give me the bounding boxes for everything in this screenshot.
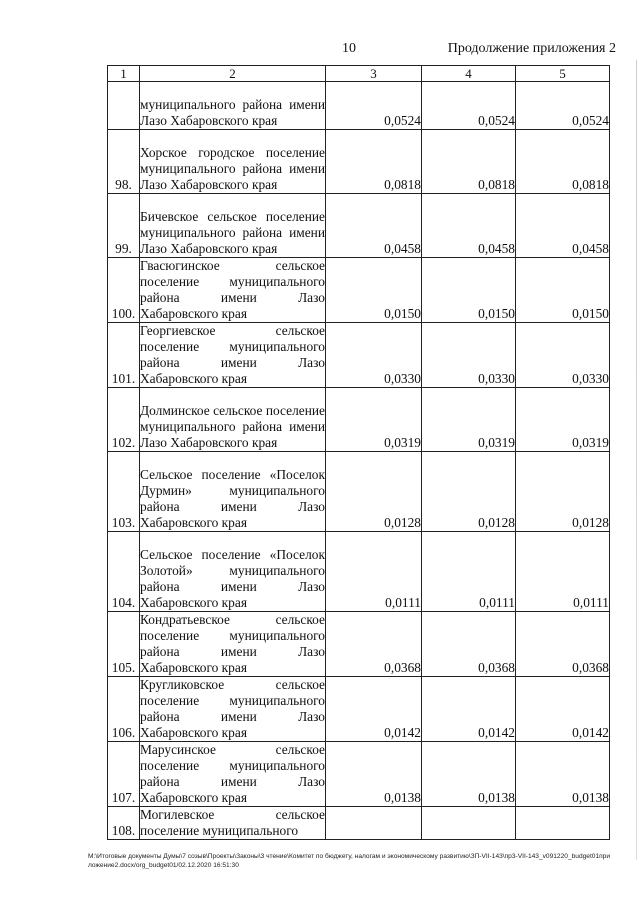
table-row	[108, 258, 610, 323]
value-col-3: 0,0319	[326, 388, 422, 452]
row-number	[108, 82, 140, 130]
table-row	[108, 323, 610, 388]
row-number: 103.	[108, 452, 140, 532]
value-col-4: 0,0524	[422, 82, 516, 130]
value-col-3: 0,0138	[326, 742, 422, 807]
value-col-5: 0,0128	[516, 452, 610, 532]
row-number: 100.	[108, 258, 140, 323]
page-number: 10	[342, 41, 356, 56]
column-header: 4	[422, 66, 516, 82]
row-number: 102.	[108, 388, 140, 452]
value-col-5: 0,0111	[516, 532, 610, 612]
row-number: 99.	[108, 194, 140, 258]
table-row	[108, 82, 610, 130]
table-row	[108, 677, 610, 742]
value-col-5: 0,0319	[516, 388, 610, 452]
value-col-4: 0,0368	[422, 612, 516, 677]
settlement-name: муниципального района имени Лазо Хабаровского края	[140, 82, 326, 130]
value-col-4	[422, 807, 516, 840]
settlement-name: Гвасюгинское сельское поселение муниципального района имени Лазо Хабаровского края	[140, 258, 325, 321]
settlement-name: Хорское городское поселение муниципального района имени Лазо Хабаровского края	[140, 130, 326, 194]
column-header: 5	[516, 66, 610, 82]
value-col-5: 0,0524	[516, 82, 610, 130]
row-number: 98.	[108, 130, 140, 194]
settlement-name: Сельское поселение «Поселок Дурмин» муниципального района имени Лазо Хабаровского края	[140, 452, 326, 532]
settlement-name: Сельское поселение «Поселок Золотой» муниципального района имени Лазо Хабаровского края	[140, 532, 326, 612]
value-col-5	[516, 807, 610, 840]
row-number: 107.	[108, 742, 140, 807]
settlement-name: Марусинское сельское поселение муниципального района имени Лазо Хабаровского края	[140, 742, 325, 805]
value-col-3: 0,0111	[326, 532, 422, 612]
value-col-5: 0,0138	[516, 742, 610, 807]
settlement-name: Кондратьевское сельское поселение муниципального района имени Лазо Хабаровского края	[140, 612, 325, 675]
table-row	[108, 742, 610, 807]
budget-table	[107, 65, 610, 840]
row-number: 108.	[108, 807, 140, 840]
table-row	[108, 612, 610, 677]
value-col-4: 0,0111	[422, 532, 516, 612]
value-col-3: 0,0142	[326, 677, 422, 742]
value-col-4: 0,0319	[422, 388, 516, 452]
column-header: 1	[108, 66, 140, 82]
row-number: 104.	[108, 532, 140, 612]
settlement-name: Георгиевское сельское поселение муниципального района имени Лазо Хабаровского края	[140, 323, 325, 386]
value-col-4: 0,0818	[422, 130, 516, 194]
table-row	[108, 452, 610, 532]
value-col-5: 0,0150	[516, 258, 610, 323]
value-col-5: 0,0818	[516, 130, 610, 194]
settlement-name: Могилевское сельское поселение муниципального	[140, 807, 325, 838]
column-header: 3	[326, 66, 422, 82]
value-col-3: 0,0128	[326, 452, 422, 532]
row-number: 105.	[108, 612, 140, 677]
value-col-5: 0,0330	[516, 323, 610, 388]
value-col-3: 0,0150	[326, 258, 422, 323]
value-col-3: 0,0524	[326, 82, 422, 130]
value-col-4: 0,0458	[422, 194, 516, 258]
table-body	[108, 82, 610, 840]
value-col-3: 0,0458	[326, 194, 422, 258]
value-col-5: 0,0458	[516, 194, 610, 258]
table-header-row	[108, 66, 610, 82]
value-col-3: 0,0330	[326, 323, 422, 388]
row-number: 106.	[108, 677, 140, 742]
file-path-footer: M:\Итоговые документы Думы\7 созыв\Проекты\Законы\3 чтение\Комитет по бюджету, налогам и экономическому развитию\ЗП-VII-143\пр3-VII-143_v091220_budget01приложение2.docx/org_budget01/02.12.2020 16:51:30	[88, 853, 611, 869]
table-row	[108, 532, 610, 612]
table-row	[108, 130, 610, 194]
value-col-4: 0,0330	[422, 323, 516, 388]
value-col-5: 0,0142	[516, 677, 610, 742]
settlement-name: Долминское сельское поселение муниципального района имени Лазо Хабаровского края	[140, 388, 326, 452]
value-col-4: 0,0128	[422, 452, 516, 532]
continuation-caption: Продолжение приложения 2	[447, 41, 616, 56]
settlement-name: Бичевское сельское поселение муниципального района имени Лазо Хабаровского края	[140, 194, 326, 258]
value-col-4: 0,0138	[422, 742, 516, 807]
value-col-4: 0,0150	[422, 258, 516, 323]
settlement-name: Кругликовское сельское поселение муниципального района имени Лазо Хабаровского края	[140, 677, 325, 740]
column-header: 2	[140, 66, 326, 82]
table-row	[108, 388, 610, 452]
value-col-5: 0,0368	[516, 612, 610, 677]
value-col-3: 0,0818	[326, 130, 422, 194]
value-col-3: 0,0368	[326, 612, 422, 677]
scan-edge-line	[636, 60, 637, 860]
value-col-4: 0,0142	[422, 677, 516, 742]
value-col-3	[326, 807, 422, 840]
row-number: 101.	[108, 323, 140, 388]
table-row	[108, 194, 610, 258]
table-row	[108, 807, 610, 840]
